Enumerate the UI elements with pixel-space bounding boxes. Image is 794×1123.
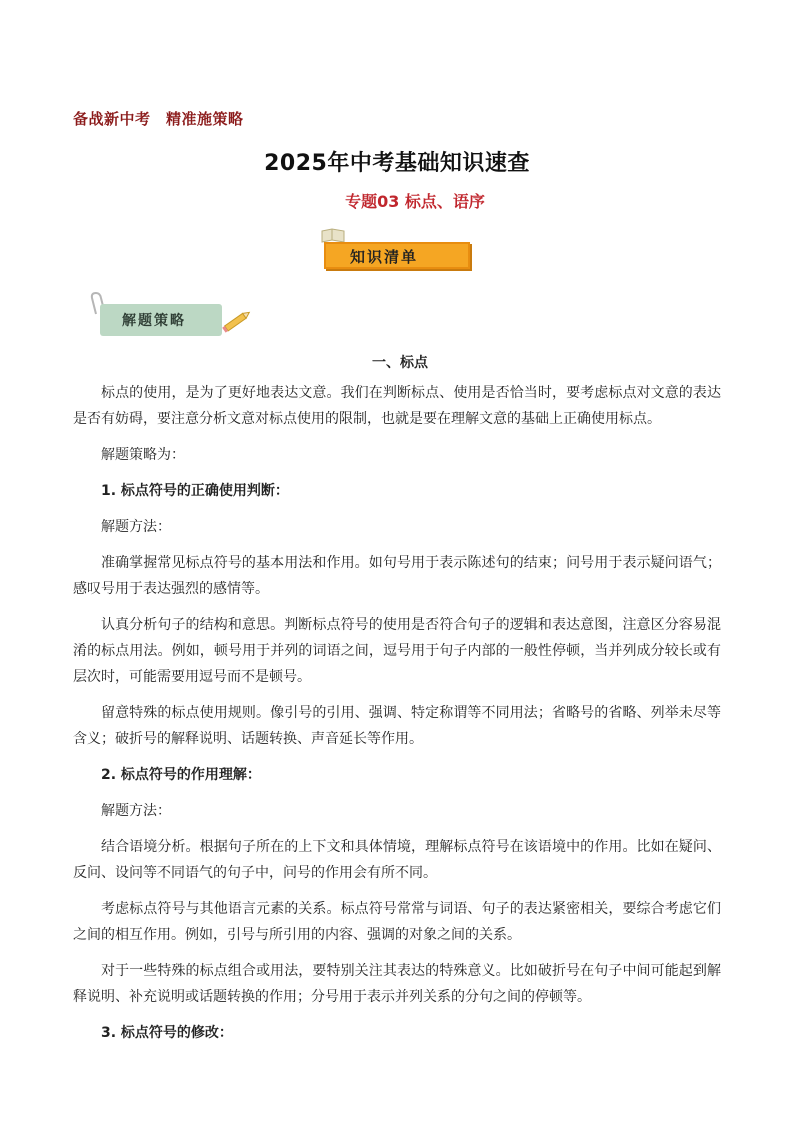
- body-text: [73, 380, 721, 1056]
- paragraph: 认真分析句子的结构和意思。判断标点符号的使用是否符合句子的逻辑和表达意图，注意区分容易混淆的标点用法。例如，顿号用于并列的词语之间，逗号用于句子内部的一般性停顿，当并列成分较长或有层次时，可能需要用逗号而不是顿号。: [73, 617, 721, 685]
- header-tag: 备战新中考 精准施策略: [73, 110, 244, 128]
- paragraph: 解题方法：: [101, 519, 171, 535]
- strategy-tab: [90, 292, 220, 348]
- banner-label: 知识清单: [350, 248, 419, 266]
- paragraph: 对于一些特殊的标点组合或用法，要特别关注其表达的特殊意义。比如破折号在句子中间可能起到解释说明、补充说明或话题转换的作用；分号用于表示并列关系的分句之间的停顿等。: [73, 963, 721, 1005]
- paragraph: 考虑标点符号与其他语言元素的关系。标点符号常常与词语、句子的表达紧密相关，要综合考虑它们之间的相互作用。例如，引号与所引用的内容、强调的对象之间的关系。: [73, 901, 721, 943]
- section-heading: 一、标点: [372, 355, 428, 371]
- paragraph-heading: 1. 标点符号的正确使用判断：: [101, 483, 289, 499]
- paragraph-heading: 2. 标点符号的作用理解：: [101, 767, 261, 783]
- paragraph: 留意特殊的标点使用规则。像引号的引用、强调、特定称谓等不同用法；省略号的省略、列举未尽等含义；破折号的解释说明、话题转换、声音延长等作用。: [73, 705, 721, 747]
- paragraph: 解题方法：: [101, 803, 171, 819]
- tab-label: 解题策略: [122, 313, 186, 329]
- paragraph: 准确掌握常见标点符号的基本用法和作用。如句号用于表示陈述句的结束；问号用于表示疑问语气；感叹号用于表达强烈的感情等。: [73, 555, 721, 597]
- page-title: 2025年中考基础知识速查: [264, 151, 530, 176]
- paragraph: 标点的使用，是为了更好地表达文意。我们在判断标点、使用是否恰当时，要考虑标点对文意的表达是否有妨碍，要注意分析文意对标点使用的限制，也就是要在理解文意的基础上正确使用标点。: [73, 385, 721, 427]
- paragraph-heading: 3. 标点符号的修改：: [101, 1025, 233, 1041]
- pencil-icon: [220, 308, 254, 334]
- paragraph: 结合语境分析。根据句子所在的上下文和具体情境，理解标点符号在该语境中的作用。比如在疑问、反问、设问等不同语气的句子中，问号的作用会有所不同。: [73, 839, 721, 881]
- knowledge-list-banner: [320, 228, 470, 272]
- page-subtitle: 专题03 标点、语序: [345, 192, 485, 211]
- paragraph: 解题策略为：: [101, 447, 185, 463]
